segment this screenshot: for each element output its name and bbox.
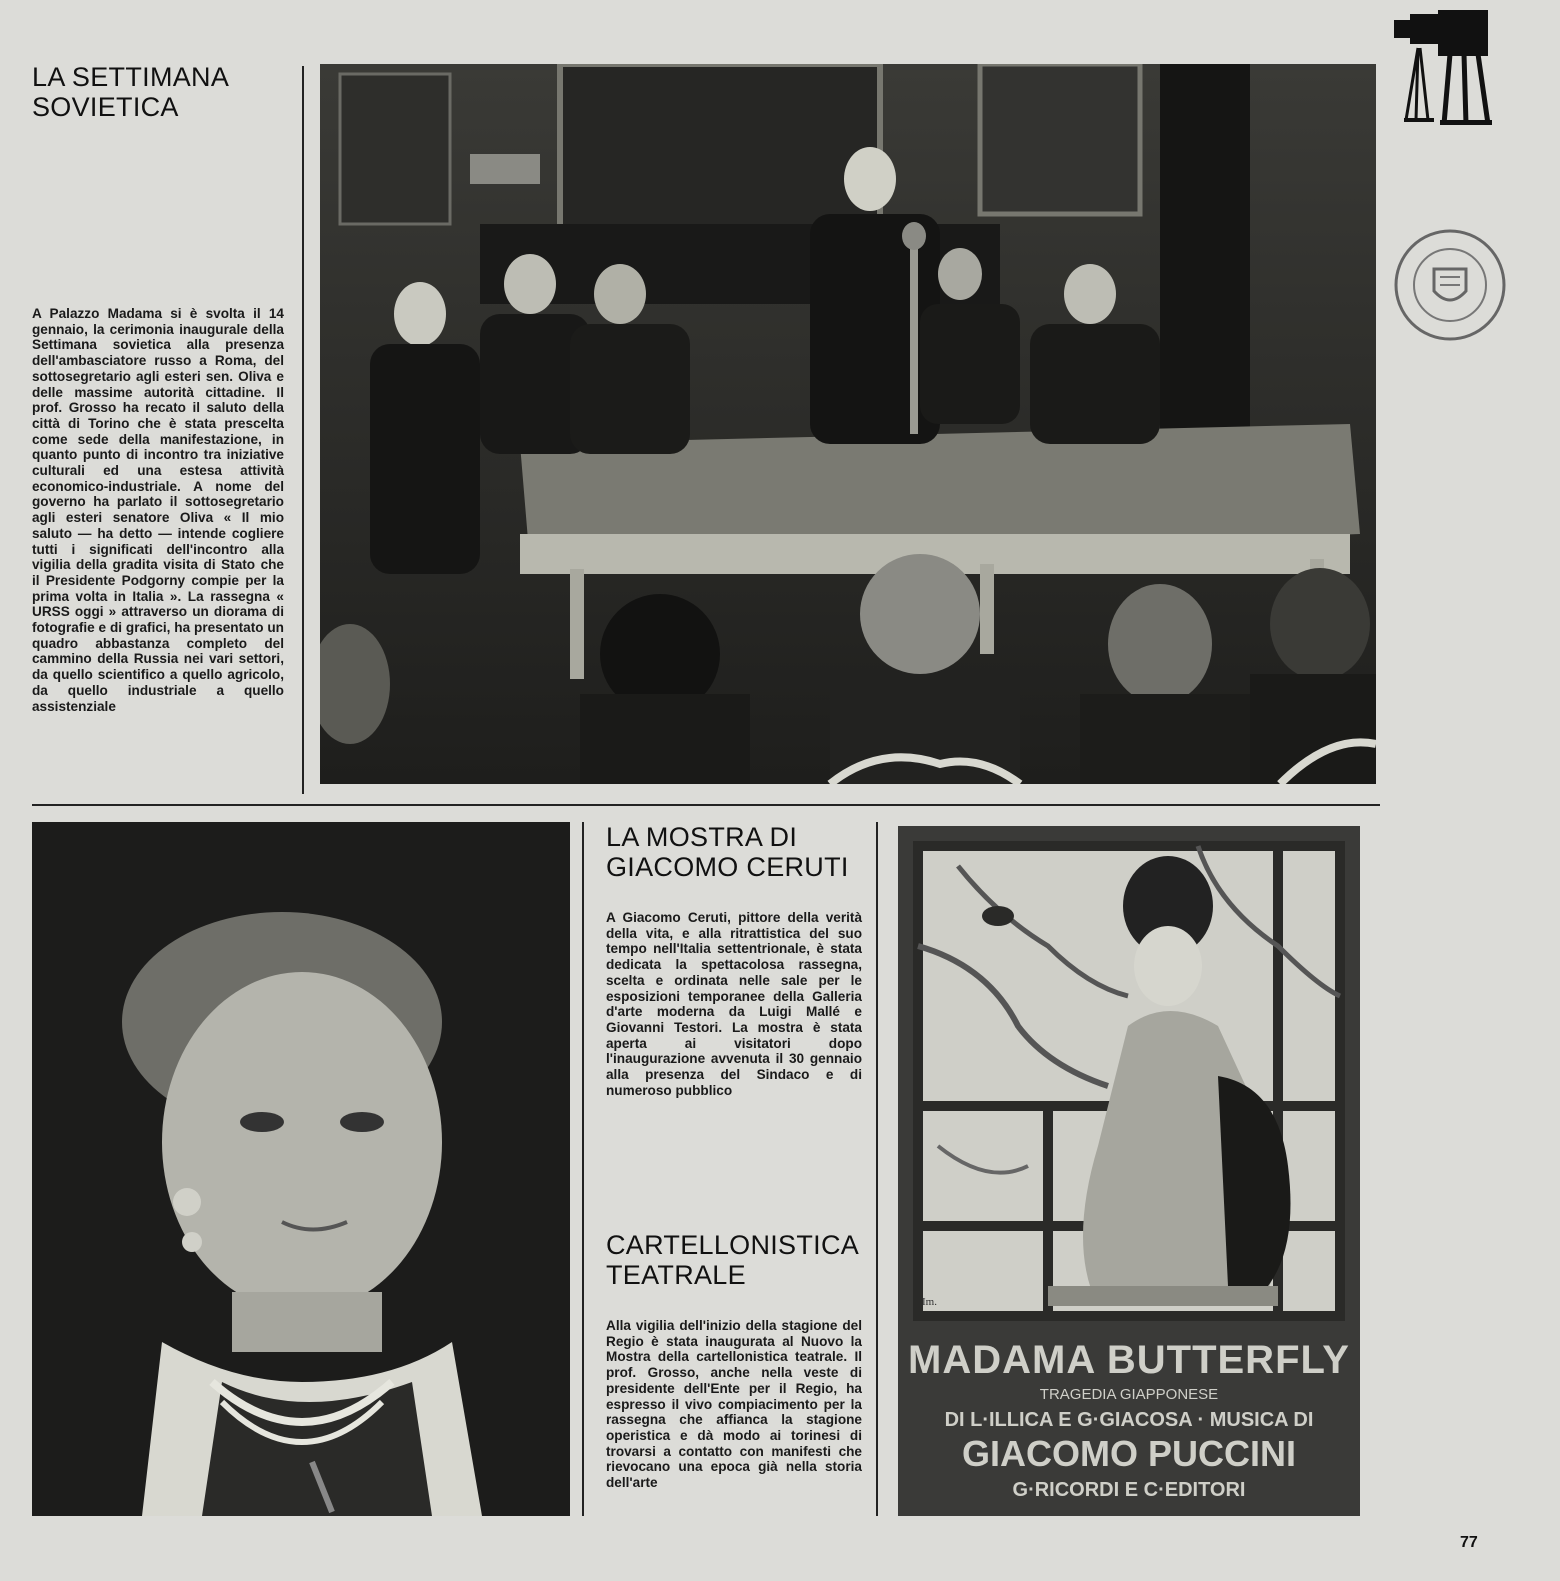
camera-logo — [1388, 8, 1496, 128]
poster-exhibit-body: Alla vigilia dell'inizio della stagione del Regio è stata inaugurata al Nuovo la Mostra della cartellonistica teatrale. Il prof. Grosso, anche nella veste di presidente dell'Ente per il Regio, ha espresso il vivo compiacimento per la rassegna che affianca la stagione operistica e dà modo ai torinesi di trovarsi a contatto con manifesti che rievocano una epoca già nella storia dell'arte — [606, 1318, 862, 1491]
ceruti-heading — [606, 822, 866, 882]
poster-exhibit-title-line1: CARTELLONISTICA — [606, 1230, 860, 1260]
soviet-week-body: A Palazzo Madama si è svolta il 14 gennaio, la cerimonia inaugurale della Settimana sovietica alla presenza dell'ambasciatore russo a Roma, del sottosegretario agli esteri sen. Oliva e delle massime autorità cittadine. Il prof. Grosso ha recato il saluto della città di Torino che è stata prescelta come sede della manifestazione, in quanto punto di incontro tra iniziative culturali ed una estesa attività economico-industriale. A nome del governo ha parlato il sottosegretario agli esteri senatore Oliva « Il mio saluto — ha detto — intende cogliere tutti i significati dell'incontro alla vigilia della gradita visita di Stato che il Presidente Podgorny compie per la prima volta in Italia ». La rassegna « URSS oggi » attraverso un diorama di fotografie e di grafici, ha presentato un quadro abbastanza completo del cammino della Russia nei vari settori, da quello scientifico a quello agricolo, da quello industriale a quello assistenziale — [32, 306, 284, 714]
soviet-week-heading — [32, 62, 292, 122]
poster-exhibit-title-line2: TEATRALE — [606, 1260, 746, 1290]
ceruti-body: A Giacomo Ceruti, pittore della verità della vita, e alla ritrattistica del suo tempo nell'Italia settentrionale, è stata dedicata la spettacolosa rassegna, scelta e ordinata nelle sale per le esposizioni temporanee della Galleria d'arte moderna da Luigi Mallé e Giovanni Testori. La mostra è stata aperta ai visitatori dopo l'inaugurazione avvenuta il 30 gennaio alla presenza del Sindaco e di numeroso pubblico — [606, 910, 862, 1098]
soviet-week-title-line1: LA SETTIMANA — [32, 62, 230, 92]
poster-composer: GIACOMO PUCCINI — [961, 1433, 1296, 1474]
soviet-week-title-line2: SOVIETICA — [32, 92, 179, 122]
poster-authors: DI L·ILLICA E G·GIACOSA · MUSICA DI — [944, 1409, 1314, 1431]
poster-exhibit-heading — [606, 1230, 866, 1290]
column-rule-top — [302, 66, 304, 794]
poster-signature: Im. — [922, 1296, 937, 1308]
section-rule — [32, 804, 1380, 806]
portrait-photo — [32, 822, 570, 1516]
poster-title: MADAMA BUTTERFLY — [908, 1338, 1350, 1382]
ceruti-title-line2: GIACOMO CERUTI — [606, 852, 849, 882]
poster-subtitle: TRAGEDIA GIAPPONESE — [1039, 1386, 1219, 1403]
page-number: 77 — [1460, 1534, 1478, 1551]
column-rule-right — [876, 822, 878, 1516]
ceremony-photo — [320, 64, 1376, 784]
butterfly-poster — [898, 826, 1360, 1516]
column-rule-left — [582, 822, 584, 1516]
library-stamp — [1390, 225, 1510, 345]
poster-publisher: G·RICORDI E C·EDITORI — [1012, 1479, 1246, 1501]
ceruti-title-line1: LA MOSTRA DI — [606, 822, 798, 852]
